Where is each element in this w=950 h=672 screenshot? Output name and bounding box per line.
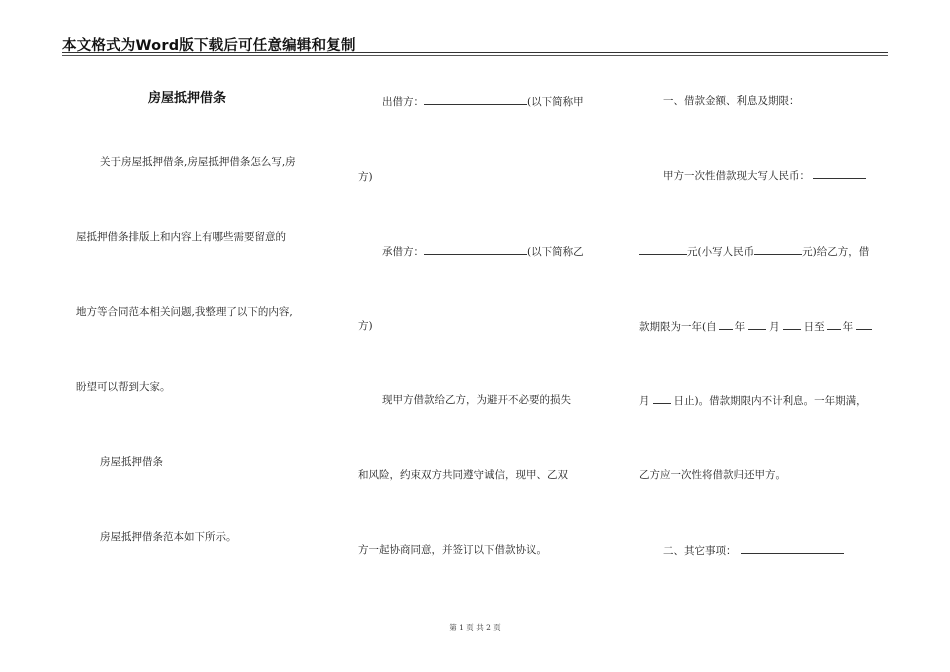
header-title: 本文格式为Word版下载后可任意编辑和复制 bbox=[62, 38, 356, 54]
text-fragment: 款期限为一年(自 bbox=[639, 321, 717, 333]
amount-label: 甲方一次性借款现大写人民币： bbox=[663, 170, 810, 182]
blank bbox=[827, 319, 841, 330]
lender-suffix: (以下简称甲 bbox=[527, 96, 584, 108]
paragraph-line: 现甲方借款给乙方，为避开不必要的损失 bbox=[382, 394, 571, 406]
paragraph-line: 房屋抵押借条范本如下所示。 bbox=[100, 531, 237, 543]
text-fragment: 年 bbox=[734, 321, 746, 333]
section-heading: 房屋抵押借条 bbox=[100, 456, 163, 468]
borrower-line bbox=[382, 244, 584, 259]
paragraph-line: 盼望可以帮到大家。 bbox=[76, 381, 171, 393]
amount-line-2 bbox=[639, 244, 869, 259]
lender-label: 出借方： bbox=[382, 96, 424, 108]
blank bbox=[748, 319, 766, 330]
amount-line bbox=[663, 168, 866, 183]
text-fragment: 日止)。借款期限内不计利息。一年期满， bbox=[673, 395, 867, 407]
blank bbox=[741, 543, 844, 554]
blank bbox=[754, 244, 802, 255]
paragraph-line: 屋抵押借条排版上和内容上有哪些需要留意的 bbox=[76, 231, 286, 243]
lender-blank bbox=[424, 94, 527, 105]
borrower-label: 承借方： bbox=[382, 246, 424, 258]
blank bbox=[856, 319, 872, 330]
paragraph-line: 和风险，约束双方共同遵守诚信，现甲、乙双 bbox=[358, 469, 568, 481]
text-fragment: 日至 bbox=[803, 321, 825, 333]
blank bbox=[783, 319, 801, 330]
header-rule-thin bbox=[62, 55, 888, 56]
blank bbox=[639, 244, 687, 255]
paragraph-line: 方一起协商同意，并签订以下借款协议。 bbox=[358, 544, 547, 556]
text-fragment: 月 bbox=[639, 395, 650, 407]
borrower-suffix: (以下简称乙 bbox=[527, 246, 584, 258]
amount-blank bbox=[813, 168, 866, 179]
other-matters-line bbox=[663, 543, 844, 558]
text-fragment: 元(小写人民币 bbox=[687, 246, 755, 258]
section-heading: 二、其它事项： bbox=[663, 545, 737, 557]
lender-line bbox=[382, 94, 584, 109]
text-fragment: 元)给乙方，借 bbox=[802, 246, 870, 258]
text-fragment: 月 bbox=[769, 321, 780, 333]
text-fragment: 年 bbox=[842, 321, 854, 333]
paragraph-line: 方) bbox=[358, 171, 373, 183]
section-heading: 一、借款金额、利息及期限： bbox=[663, 95, 800, 107]
term-line-2 bbox=[639, 393, 867, 408]
blank bbox=[719, 319, 733, 330]
paragraph-line: 乙方应一次性将借款归还甲方。 bbox=[639, 469, 786, 481]
header-rule bbox=[62, 52, 888, 53]
paragraph-line: 地方等合同范本相关问题,我整理了以下的内容, bbox=[76, 306, 293, 318]
paragraph-line: 关于房屋抵押借条,房屋抵押借条怎么写,房 bbox=[100, 156, 296, 168]
document-title: 房屋抵押借条 bbox=[148, 91, 227, 106]
blank bbox=[653, 393, 671, 404]
borrower-blank bbox=[424, 244, 527, 255]
term-line bbox=[639, 319, 872, 334]
page-footer: 第 1 页 共 2 页 bbox=[449, 623, 501, 632]
paragraph-line: 方) bbox=[358, 320, 373, 332]
